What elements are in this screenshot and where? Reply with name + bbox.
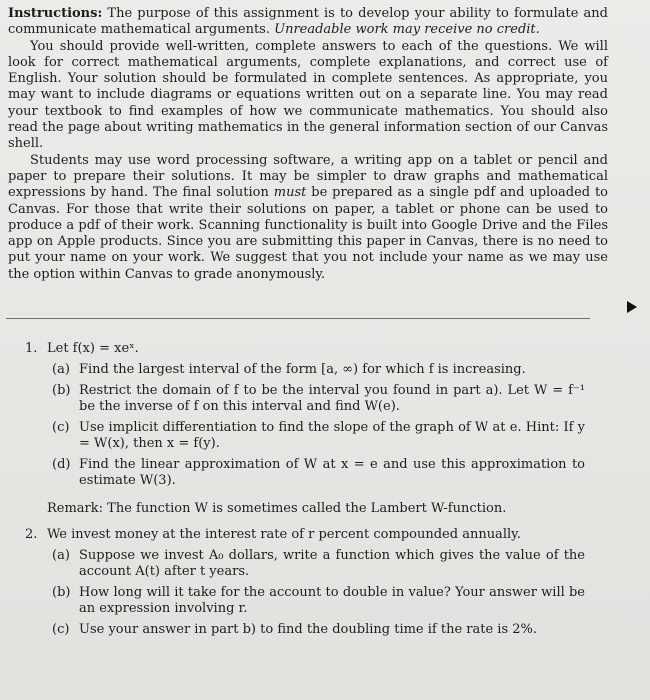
instructions-paragraph-2-text: You should provide well-written, complete answers to each of the questions. We will look for correct mathematical arguments, complete explanations, and correct use of English. Your solution should be formulated in complete sentences. As appropriate, you may want to include diagrams or equations written out on a separate line. You may read your textbook to find examples of how we communicate mathematics. You should also read the page about writing mathematics in the general information section of our Canvas shell. [8, 38, 608, 152]
problem-1-header [25, 341, 585, 357]
section-divider [6, 318, 590, 319]
problem-2-part-a [52, 548, 585, 580]
instructions-paragraph-3 [8, 153, 608, 283]
part-label: (a) [52, 548, 70, 563]
instructions-paragraph-3-start: Students may use word processing software, a writing app on a tablet or pencil and paper to prepare their solutions. It may be simpler to draw graphs and mathematical expressions by hand. The final solution [8, 152, 608, 201]
problem-1 [25, 341, 585, 489]
part-label: (b) [52, 383, 71, 398]
problem-2 [25, 527, 585, 638]
instructions-section [8, 6, 608, 283]
part-label: (d) [52, 457, 71, 472]
problem-text: We invest money at the interest rate of r percent compounded annually. [47, 527, 521, 542]
must-emphasis: must [273, 185, 307, 201]
part-label: (c) [52, 420, 70, 435]
problems-section [25, 341, 585, 644]
part-text: Suppose we invest A₀ dollars, write a function which gives the value of the account A(t) after t years. [79, 548, 585, 579]
part-text: How long will it take for the account to double in value? Your answer will be an expression involving r. [79, 585, 585, 616]
problem-1-part-a [52, 362, 585, 378]
instructions-paragraph-3-end: be prepared as a single pdf and uploaded to Canvas. For those that write their solutions on paper, a tablet or phone can be used to produce a pdf of their work. Scanning functionality is built into Google Drive and the Files app on Apple products. Since you are submitting this paper in Canvas, there is no need to put your name on your work. We suggest that you not include your name as we may use the option within Canvas to grade anonymously. [8, 185, 609, 282]
unreadable-warning: Unreadable work may receive no credit. [274, 22, 540, 38]
part-text: Use your answer in part b) to find the doubling time if the rate is 2%. [79, 622, 538, 637]
problem-text: Let f(x) = xeˣ. [47, 341, 139, 356]
problem-2-header [25, 527, 585, 543]
part-label: (a) [52, 362, 70, 377]
part-label: (b) [52, 585, 71, 600]
remark: Remark: The function W is sometimes called the Lambert W-function. [47, 501, 507, 516]
problem-1-part-d [52, 457, 585, 489]
instructions-paragraph-1 [8, 6, 608, 39]
problem-2-part-c [52, 622, 585, 638]
part-text: Restrict the domain of f to be the interval you found in part a). Let W = f⁻¹ be the inverse of f on this interval and find W(e). [79, 383, 585, 414]
instructions-label: Instructions: [8, 6, 103, 21]
instructions-intro: The purpose of this assignment is to develop your ability to formulate and communicate mathematical arguments. [8, 6, 608, 38]
instructions-paragraph-2 [8, 39, 608, 153]
problem-number: 2. [25, 527, 38, 542]
mouse-pointer-icon [627, 301, 637, 313]
part-label: (c) [52, 622, 70, 637]
part-text: Find the linear approximation of W at x = e and use this approximation to estimate W(3). [79, 457, 585, 488]
problem-1-part-b [52, 383, 585, 415]
problem-number: 1. [25, 341, 38, 356]
problem-2-part-b [52, 585, 585, 617]
problem-1-part-c [52, 420, 585, 452]
part-text: Find the largest interval of the form [a, ∞) for which f is increasing. [79, 362, 526, 377]
part-text: Use implicit differentiation to find the slope of the graph of W at e. Hint: If y = W(x), then x = f(y). [79, 420, 585, 451]
